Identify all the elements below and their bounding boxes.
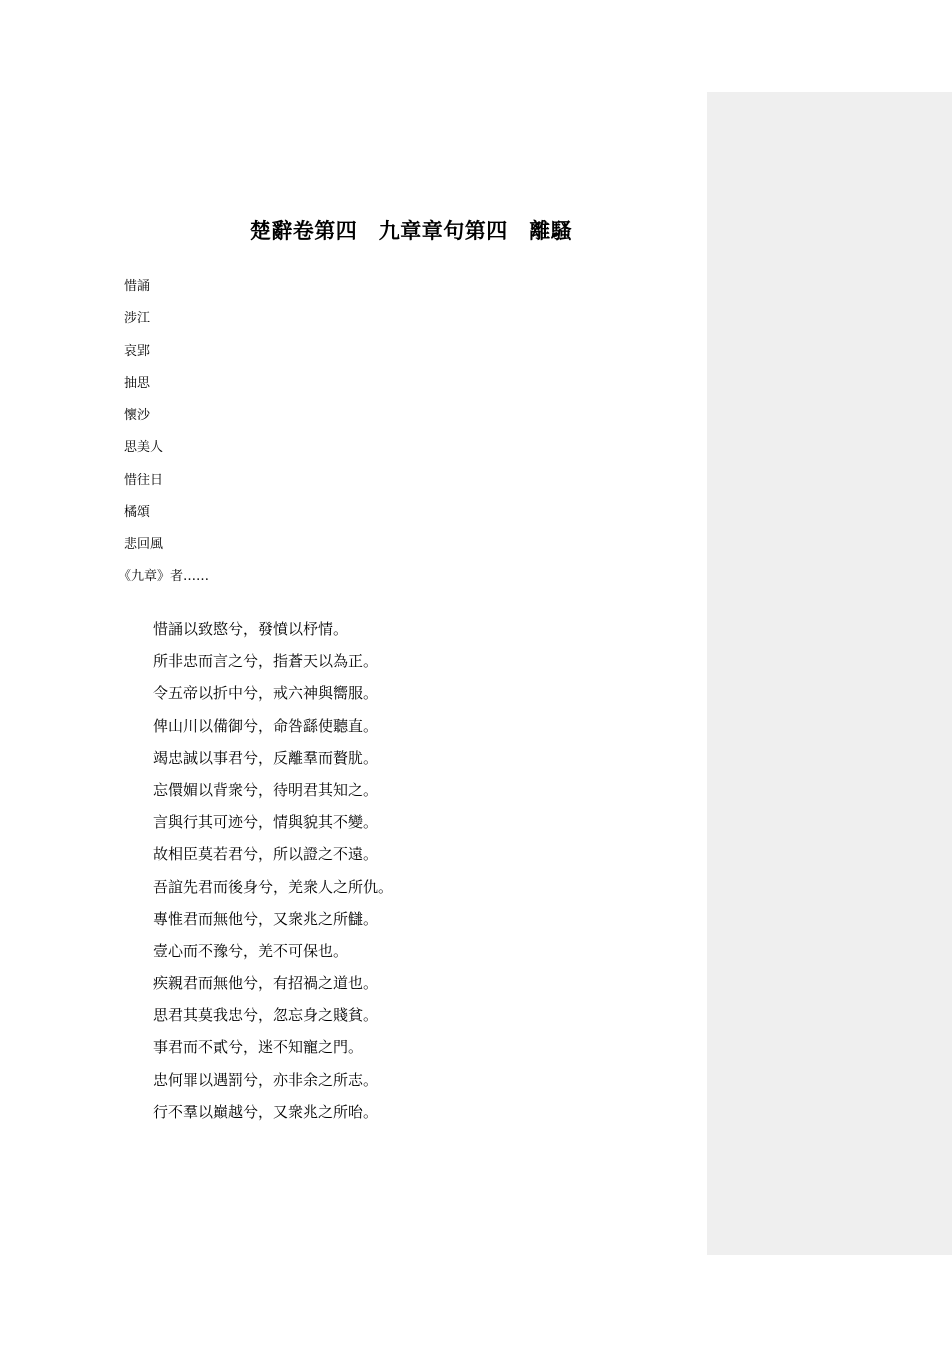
verse-line: 故相臣莫若君兮，所以證之不遠。 xyxy=(153,845,379,864)
verse-line: 吾誼先君而後身兮，羌衆人之所仇。 xyxy=(153,877,394,896)
chapter-item: 懷沙 xyxy=(124,408,151,424)
chapter-list xyxy=(124,274,163,565)
verse-line: 俾山川以備御兮，命咎繇使聽直。 xyxy=(153,716,379,735)
chapter-item: 悲回風 xyxy=(124,537,164,553)
verse-line: 事君而不貳兮，迷不知寵之門。 xyxy=(153,1038,364,1057)
chapter-item: 思美人 xyxy=(124,440,164,456)
verse-line: 行不羣以巔越兮，又衆兆之所咍。 xyxy=(153,1102,379,1121)
chapter-item: 橘頌 xyxy=(124,505,151,521)
verse-line: 竭忠誠以事君兮，反離羣而贅肬。 xyxy=(153,748,379,767)
verse-line: 所非忠而言之兮，指蒼天以為正。 xyxy=(153,652,379,671)
verse-line: 忘儇媚以背衆兮，待明君其知之。 xyxy=(153,780,379,799)
verse-line: 疾親君而無他兮，有招禍之道也。 xyxy=(153,974,379,993)
verse-line: 惜誦以致愍兮，發憤以杼情。 xyxy=(153,620,349,638)
chapter-item: 抽思 xyxy=(124,375,151,391)
verse-line: 令五帝以折中兮，戒六神與嚮服。 xyxy=(153,684,379,703)
verse-line: 專惟君而無他兮，又衆兆之所讎。 xyxy=(153,909,379,928)
verse-list xyxy=(153,614,393,1129)
comment-pane xyxy=(707,92,952,1255)
chapter-item: 惜誦 xyxy=(124,279,151,294)
page-title: 楚辭卷第四 九章章句第四 離騷 xyxy=(249,219,573,243)
verse-line: 忠何罪以遇罰兮，亦非余之所志。 xyxy=(153,1070,379,1089)
chapter-item: 涉江 xyxy=(124,311,151,327)
chapter-item: 惜往日 xyxy=(124,472,164,488)
verse-line: 言與行其可迹兮，情與貌其不變。 xyxy=(153,813,379,832)
verse-line: 思君其莫我忠兮，忽忘身之賤貧。 xyxy=(153,1006,379,1025)
verse-line: 壹心而不豫兮，羌不可保也。 xyxy=(153,941,349,960)
intro-text: 《九章》者…… xyxy=(118,569,210,584)
chapter-item: 哀郢 xyxy=(124,343,151,359)
